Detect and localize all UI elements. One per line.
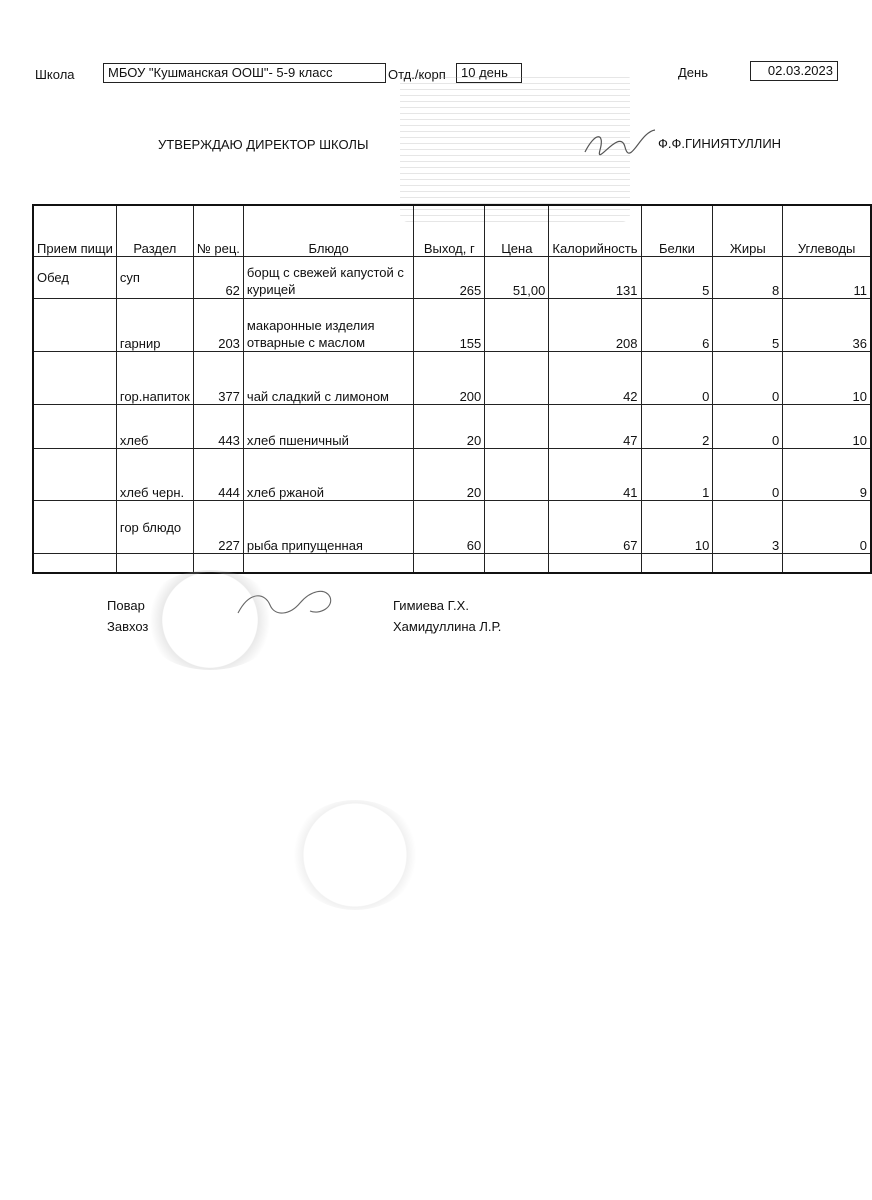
cell-protein: 5 xyxy=(641,257,713,299)
cell-dish: макаронные изделия отварные с маслом xyxy=(243,299,413,352)
table-row-empty xyxy=(33,554,871,573)
table-row xyxy=(33,501,871,554)
school-label: Школа xyxy=(35,67,75,82)
cell-weight: 60 xyxy=(414,501,485,554)
cell-recipe: 62 xyxy=(193,257,243,299)
cell-price xyxy=(485,405,549,449)
cell-recipe: 444 xyxy=(193,449,243,501)
cell-price: 51,00 xyxy=(485,257,549,299)
cell-section: хлеб xyxy=(116,405,193,449)
table-header-row xyxy=(33,205,871,257)
cell-section: гарнир xyxy=(116,299,193,352)
cell-weight: 20 xyxy=(414,449,485,501)
table-row xyxy=(33,449,871,501)
cell-section: суп xyxy=(116,257,193,299)
cell-dish: чай сладкий с лимоном xyxy=(243,352,413,405)
cell-carbs: 10 xyxy=(783,352,871,405)
school-field: МБОУ "Кушманская ООШ"- 5-9 класс xyxy=(103,63,386,83)
cell-price xyxy=(485,449,549,501)
table-row xyxy=(33,299,871,352)
dept-field: 10 день xyxy=(456,63,522,83)
col-weight: Выход, г xyxy=(414,205,485,257)
cell-fat: 0 xyxy=(713,352,783,405)
cell-meal xyxy=(33,501,116,554)
cell-price xyxy=(485,299,549,352)
col-dish: Блюдо xyxy=(243,205,413,257)
cell-protein: 2 xyxy=(641,405,713,449)
dept-label: Отд./корп xyxy=(388,67,446,82)
cell-weight: 200 xyxy=(414,352,485,405)
date-field: 02.03.2023 xyxy=(750,61,838,81)
cell-fat: 5 xyxy=(713,299,783,352)
col-section: Раздел xyxy=(116,205,193,257)
cell-section: гор блюдо xyxy=(116,501,193,554)
manager-label: Завхоз xyxy=(107,619,149,634)
cook-label: Повар xyxy=(107,598,145,613)
col-carbs: Углеводы xyxy=(783,205,871,257)
cell-fat: 3 xyxy=(713,501,783,554)
manager-name: Хамидуллина Л.Р. xyxy=(393,619,502,634)
cell-carbs: 10 xyxy=(783,405,871,449)
cell-price xyxy=(485,352,549,405)
col-recipe: № рец. xyxy=(193,205,243,257)
menu-table xyxy=(32,204,872,574)
cell-dish: хлеб пшеничный xyxy=(243,405,413,449)
cell-calories: 42 xyxy=(549,352,641,405)
cell-dish: борщ с свежей капустой с курицей xyxy=(243,257,413,299)
col-protein: Белки xyxy=(641,205,713,257)
cell-protein: 0 xyxy=(641,352,713,405)
cell-meal xyxy=(33,352,116,405)
cell-meal xyxy=(33,299,116,352)
cell-protein: 1 xyxy=(641,449,713,501)
col-price: Цена xyxy=(485,205,549,257)
table-row xyxy=(33,257,871,299)
cell-calories: 208 xyxy=(549,299,641,352)
cell-carbs: 0 xyxy=(783,501,871,554)
cell-weight: 20 xyxy=(414,405,485,449)
cell-weight: 155 xyxy=(414,299,485,352)
cell-section: гор.напиток xyxy=(116,352,193,405)
director-name: Ф.Ф.ГИНИЯТУЛЛИН xyxy=(658,136,782,151)
cell-recipe: 227 xyxy=(193,501,243,554)
cell-fat: 0 xyxy=(713,405,783,449)
cell-protein: 6 xyxy=(641,299,713,352)
cell-recipe: 203 xyxy=(193,299,243,352)
cell-calories: 67 xyxy=(549,501,641,554)
cook-name: Гимиева Г.Х. xyxy=(393,598,469,613)
cell-recipe: 377 xyxy=(193,352,243,405)
approval-text: УТВЕРЖДАЮ ДИРЕКТОР ШКОЛЫ xyxy=(158,137,369,152)
day-label: День xyxy=(678,65,708,80)
cell-fat: 0 xyxy=(713,449,783,501)
cell-weight: 265 xyxy=(414,257,485,299)
cell-protein: 10 xyxy=(641,501,713,554)
cell-fat: 8 xyxy=(713,257,783,299)
director-signature xyxy=(580,122,660,162)
cell-calories: 131 xyxy=(549,257,641,299)
cell-meal xyxy=(33,449,116,501)
col-meal: Прием пищи xyxy=(33,205,116,257)
table-row xyxy=(33,405,871,449)
cell-carbs: 9 xyxy=(783,449,871,501)
cell-meal: Обед xyxy=(33,257,116,299)
cell-carbs: 11 xyxy=(783,257,871,299)
table-row xyxy=(33,352,871,405)
cell-recipe: 443 xyxy=(193,405,243,449)
round-stamp xyxy=(140,570,280,670)
cell-calories: 47 xyxy=(549,405,641,449)
cell-dish: хлеб ржаной xyxy=(243,449,413,501)
cell-calories: 41 xyxy=(549,449,641,501)
cell-section: хлеб черн. xyxy=(116,449,193,501)
cell-carbs: 36 xyxy=(783,299,871,352)
cell-dish: рыба припущенная xyxy=(243,501,413,554)
cell-price xyxy=(485,501,549,554)
col-calories: Калорийность xyxy=(549,205,641,257)
faded-stamp xyxy=(290,800,420,910)
cell-meal xyxy=(33,405,116,449)
col-fat: Жиры xyxy=(713,205,783,257)
